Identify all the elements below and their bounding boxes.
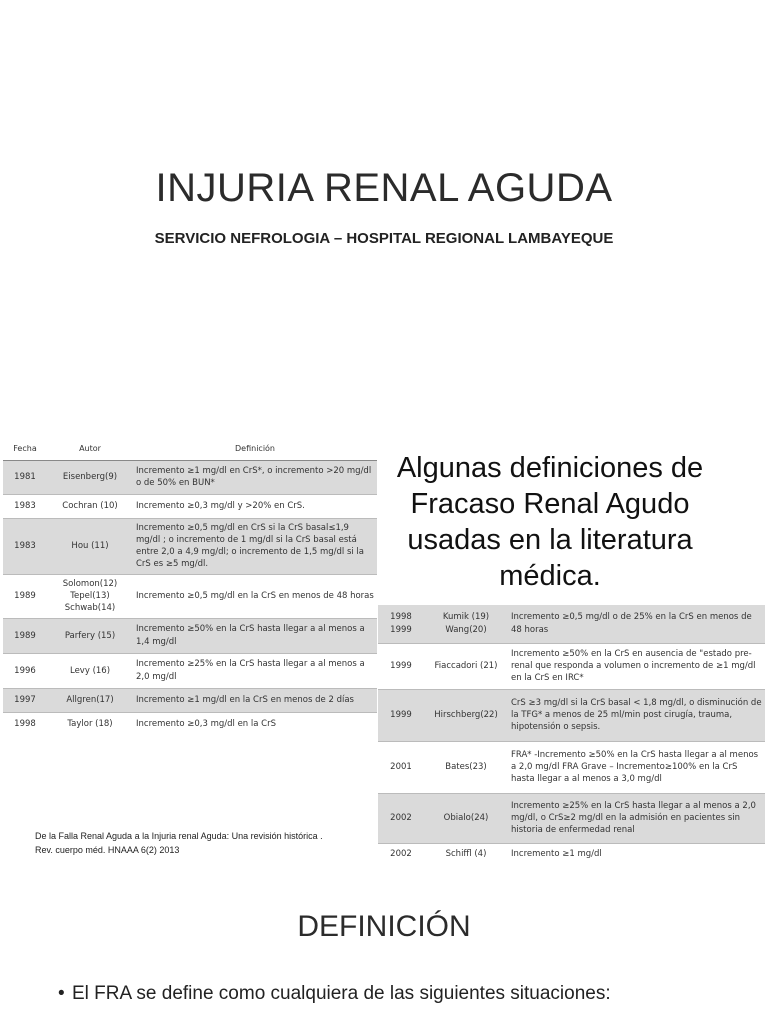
header-autor: Autor xyxy=(47,438,133,460)
row-author: Obialo(24) xyxy=(424,793,508,843)
row-author: Schiffl (4) xyxy=(445,849,487,860)
row-definition: Incremento ≥0,5 mg/dl o de 25% en la CrS en menos de 48 horas xyxy=(508,605,765,643)
row-author: Allgren(17) xyxy=(47,688,133,712)
author-name: Schwab(14) xyxy=(64,603,116,614)
bullet-text: El FRA se define como cualquiera de las siguientes situaciones: xyxy=(72,983,611,1004)
definitions-table-right xyxy=(378,605,765,865)
row-definition: Incremento ≥0,5 mg/dl en CrS si la CrS basal≤1,9 mg/dl ; o incremento de 1 mg/dl si la CrS basal está entre 2,0 a 4,9 mg/dl; o incremento de 1,5 mg/dl si la CrS es ≥5 mg/dl. xyxy=(133,518,377,574)
row-author: Levy (16) xyxy=(47,653,133,688)
row-year: 2002 xyxy=(390,849,412,860)
row-definition: Incremento ≥1 mg/dl xyxy=(511,849,602,860)
table-row xyxy=(3,618,377,653)
year-value: 1999 xyxy=(390,624,412,635)
row-year: 1981 xyxy=(3,460,47,494)
table-row xyxy=(3,494,377,518)
author-name: Tepel(13) xyxy=(70,591,110,602)
table-row xyxy=(3,653,377,688)
row-author: Bates(23) xyxy=(424,741,508,793)
row-year: 1983 xyxy=(3,518,47,574)
row-author: Parfery (15) xyxy=(47,618,133,653)
row-year: 2002 xyxy=(378,793,424,843)
row-year: 1989 xyxy=(3,618,47,653)
page-title: INJURIA RENAL AGUDA xyxy=(155,166,613,210)
citation-line: Rev. cuerpo méd. HNAAA 6(2) 2013 xyxy=(35,845,180,855)
row-year: 1998 xyxy=(14,719,36,730)
table-row xyxy=(378,793,765,843)
row-year: 1996 xyxy=(3,653,47,688)
side-heading: Algunas definiciones de Fracaso Renal Agudo usadas en la literatura médica. xyxy=(396,452,704,592)
row-author: Hou (11) xyxy=(47,518,133,574)
section-title: DEFINICIÓN xyxy=(297,910,471,943)
row-author xyxy=(47,574,133,618)
bullet-icon: • xyxy=(58,983,65,1004)
table-row xyxy=(378,843,765,865)
row-definition: Incremento ≥1 mg/dl en CrS*, o incremento >20 mg/dl o de 50% en BUN* xyxy=(133,460,377,494)
row-definition: Incremento ≥50% en la CrS hasta llegar a al menos a 1,4 mg/dl xyxy=(133,618,377,653)
row-definition: FRA* -Incremento ≥50% en la CrS hasta llegar a al menos a 2,0 mg/dl FRA Grave – Incremento≥100% en la CrS hasta llegar a al menos a 3,0 mg/dl xyxy=(508,741,765,793)
row-definition: Incremento ≥1 mg/dl en la CrS en menos de 2 días xyxy=(133,688,377,712)
year-value: 1998 xyxy=(390,612,412,623)
row-definition: Incremento ≥0,5 mg/dl en la CrS en menos de 48 horas xyxy=(133,574,377,618)
citation xyxy=(35,829,375,857)
row-year: 1989 xyxy=(3,574,47,618)
row-year: 1999 xyxy=(378,689,424,741)
citation-line: De la Falla Renal Aguda a la Injuria renal Aguda: Una revisión histórica . xyxy=(35,831,323,841)
table-row xyxy=(378,689,765,741)
author-name: Solomon(12) xyxy=(62,578,118,589)
row-definition: Incremento ≥25% en la CrS hasta llegar a al menos a 2,0 mg/dl, o CrS≥2 mg/dl en la admisión en pacientes sin historia de enfermedad renal xyxy=(508,793,765,843)
row-year xyxy=(378,605,424,643)
row-definition: Incremento ≥50% en la CrS en ausencia de "estado pre-renal que responda a volumen o incremento de ≥1 mg/dl en la CrS en IRC* xyxy=(508,643,765,689)
page-subtitle: SERVICIO NEFROLOGIA – HOSPITAL REGIONAL LAMBAYEQUE xyxy=(154,230,614,247)
bullet-item xyxy=(58,983,758,1005)
header-definicion: Definición xyxy=(133,438,377,460)
table-row xyxy=(3,712,377,736)
author-name: Wang(20) xyxy=(445,624,487,635)
table-row xyxy=(3,574,377,618)
row-year: 2001 xyxy=(378,741,424,793)
row-definition: Incremento ≥0,3 mg/dl en la CrS xyxy=(136,719,276,730)
row-year: 1983 xyxy=(3,494,47,518)
table-row xyxy=(378,605,765,643)
author-name: Kumik (19) xyxy=(442,612,490,623)
definitions-table-left xyxy=(3,438,377,736)
row-author: Taylor (18) xyxy=(67,719,113,730)
table-row xyxy=(378,741,765,793)
row-year: 1997 xyxy=(3,688,47,712)
table-row xyxy=(378,643,765,689)
table-row xyxy=(3,460,377,494)
row-author: Cochran (10) xyxy=(47,494,133,518)
row-author: Fiaccadori (21) xyxy=(424,643,508,689)
table-row xyxy=(3,688,377,712)
row-definition: Incremento ≥0,3 mg/dl y >20% en CrS. xyxy=(133,494,377,518)
row-definition: CrS ≥3 mg/dl si la CrS basal < 1,8 mg/dl, o disminución de la TFG* a menos de 25 ml/min post cirugía, trauma, hipotensión o sepsis. xyxy=(508,689,765,741)
row-author: Eisenberg(9) xyxy=(47,460,133,494)
header-fecha: Fecha xyxy=(3,438,47,460)
row-year: 1999 xyxy=(378,643,424,689)
table-row xyxy=(3,518,377,574)
row-author xyxy=(424,605,508,643)
row-author: Hirschberg(22) xyxy=(424,689,508,741)
row-definition: Incremento ≥25% en la CrS hasta llegar a al menos a 2,0 mg/dl xyxy=(133,653,377,688)
